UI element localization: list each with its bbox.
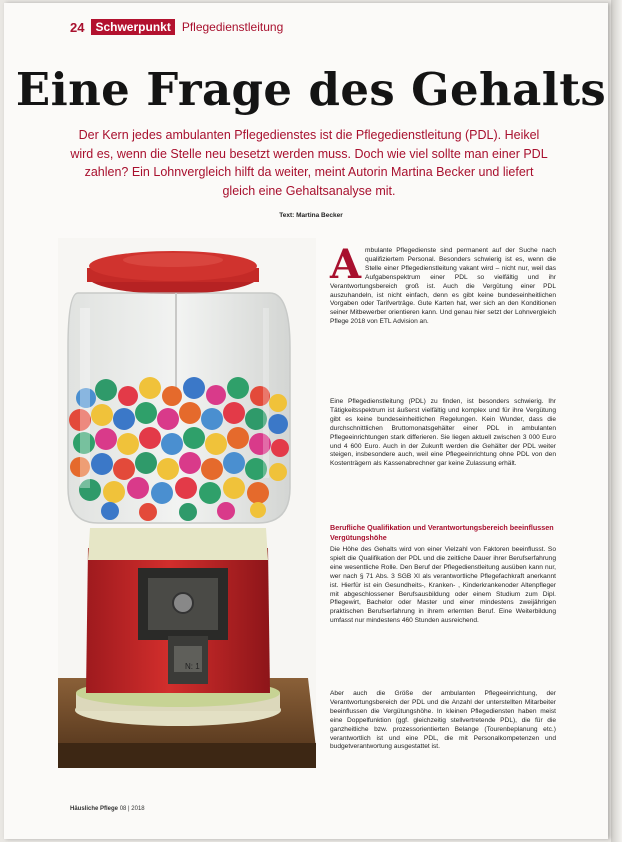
text-column-part-3 — [330, 546, 556, 626]
coin-slot-label: N: 1 — [185, 662, 200, 671]
section-tag: Schwerpunkt — [91, 19, 174, 35]
text-column-part-4 — [330, 690, 556, 752]
drop-cap: A — [330, 241, 362, 288]
page-number: 24 — [70, 19, 85, 35]
paragraph-4: Aber auch die Größe der ambulanten Pflegeeinrichtung, der Verantwortungsbereich der PDL und die Anzahl der unterstellten Mitarbeiter beeinflussen die Vergütungshöhe. In kleinen Pflegediensten haben meist eine Doppelfunktion (ggf. gleichzeitig stellvertretende PDL), die für die ganzheitliche bzw. prozessorientierten Belange (Tourenbeplanung etc.) verantwortlich ist und eine PDL, die mit Personalkompetenzen und budgetverantwortung ausgestattet ist. — [330, 690, 556, 751]
article-byline: Text: Martina Becker — [279, 212, 343, 219]
paragraph-1: mbulante Pflegedienste sind permanent auf der Suche nach qualifiziertem Personal. Besonders schwierig ist es, wenn die Stelle einer Pflegedienstleitung vakant wird – nicht nur, weil das Aufgabenspektrum einer PDL so vielfältig und ihr Verantwortungsbereich groß ist. Auch die Vergütung einer PDL auszuhandeln, ist nicht einfach, denn es gibt keine bundeseinheitlichen Vorgaben oder Tarifverträge. Gute Karten hat, wer sich an den Konditionen seiner Mitbewerber orientieren kann. Und genau hier setzt der Lohnvergleich Pflege 2018 von ETL Advision an. — [330, 247, 556, 326]
text-column-part-1 — [330, 241, 556, 327]
gumball-machine-illustration — [58, 238, 316, 768]
page-header — [70, 19, 283, 35]
text-column-part-2 — [330, 398, 556, 469]
subsection-label: Pflegedienstleitung — [181, 20, 284, 34]
page-footer — [70, 806, 145, 812]
paragraph-3: Die Höhe des Gehalts wird von einer Vielzahl von Faktoren beeinflusst. So spielt die Qualifikation der PDL und die zeitliche Dauer ihrer Berufserfahrung eine wesentliche Rolle. Den Beruf der Pflegedienstleitung ausüben kann nur, wer nach § 71 Abs. 3 SGB XI als verantwortliche Pflegefachkraft anerkannt ist. Hierfür ist ein Gesundheits-, Kranken- , Kinderkrankenoder Altenpfleger mit abgeschlossener Berufsausbildung oder einem Studium zum Dipl. Pflegewirt, Bachelor oder Master und einer mindestens zweijährigen praktischen Berufserfahrung in ihrem erlernten Beruf. Eine Weiterbildung umfasst nur mindestens 460 Stunden ausreichend. — [330, 546, 556, 625]
page-edge-shadow — [611, 0, 622, 842]
article-lead: Der Kern jedes ambulanten Pflegedienstes ist die Pflegedienstleitung (PDL). Heikel wird es, wenn die Stelle neu besetzt werden muss. Doch wie viel sollte man einer PDL zahlen? Ein Lohnvergleich hilft da weiter, meint Autorin Martina Becker und liefert gleich eine Gehaltsanalyse mit. — [70, 128, 548, 198]
section-subhead: Berufliche Qualifikation und Verantwortungsbereich beeinflussen Vergütungshöhe — [330, 523, 554, 542]
footer-issue: 08 | 2018 — [119, 806, 145, 812]
paragraph-2: Eine Pflegedienstleitung (PDL) zu finden, ist besonders schwierig. Ihr Tätigkeitsspektrum ist äußerst vielfältig und komplex und für ihre Vergütung gibt es keine bundeseinheitlichen Regelungen. Kein Wunder, dass die durchschnittlichen Bruttomonatsgehälter einer PDL in ambulanten Pflegeeinrichtungen stark differieren. Sie liegen aktuell zwischen 3 000 Euro und 4 600 Euro. Auch in der Zukunft werden die Gehälter der PDL weiter steigen, insbesondere auch, weil eine Pflegeeinrichtung ohne PDL von den Kostenträgern als Kassenabrechner gar keine Zulassung erhält. — [330, 398, 556, 468]
article-title: Eine Frage des Gehalts — [15, 63, 607, 116]
gumball-machine-photo — [58, 238, 316, 768]
footer-magazine-name: Häusliche Pflege — [70, 806, 119, 812]
